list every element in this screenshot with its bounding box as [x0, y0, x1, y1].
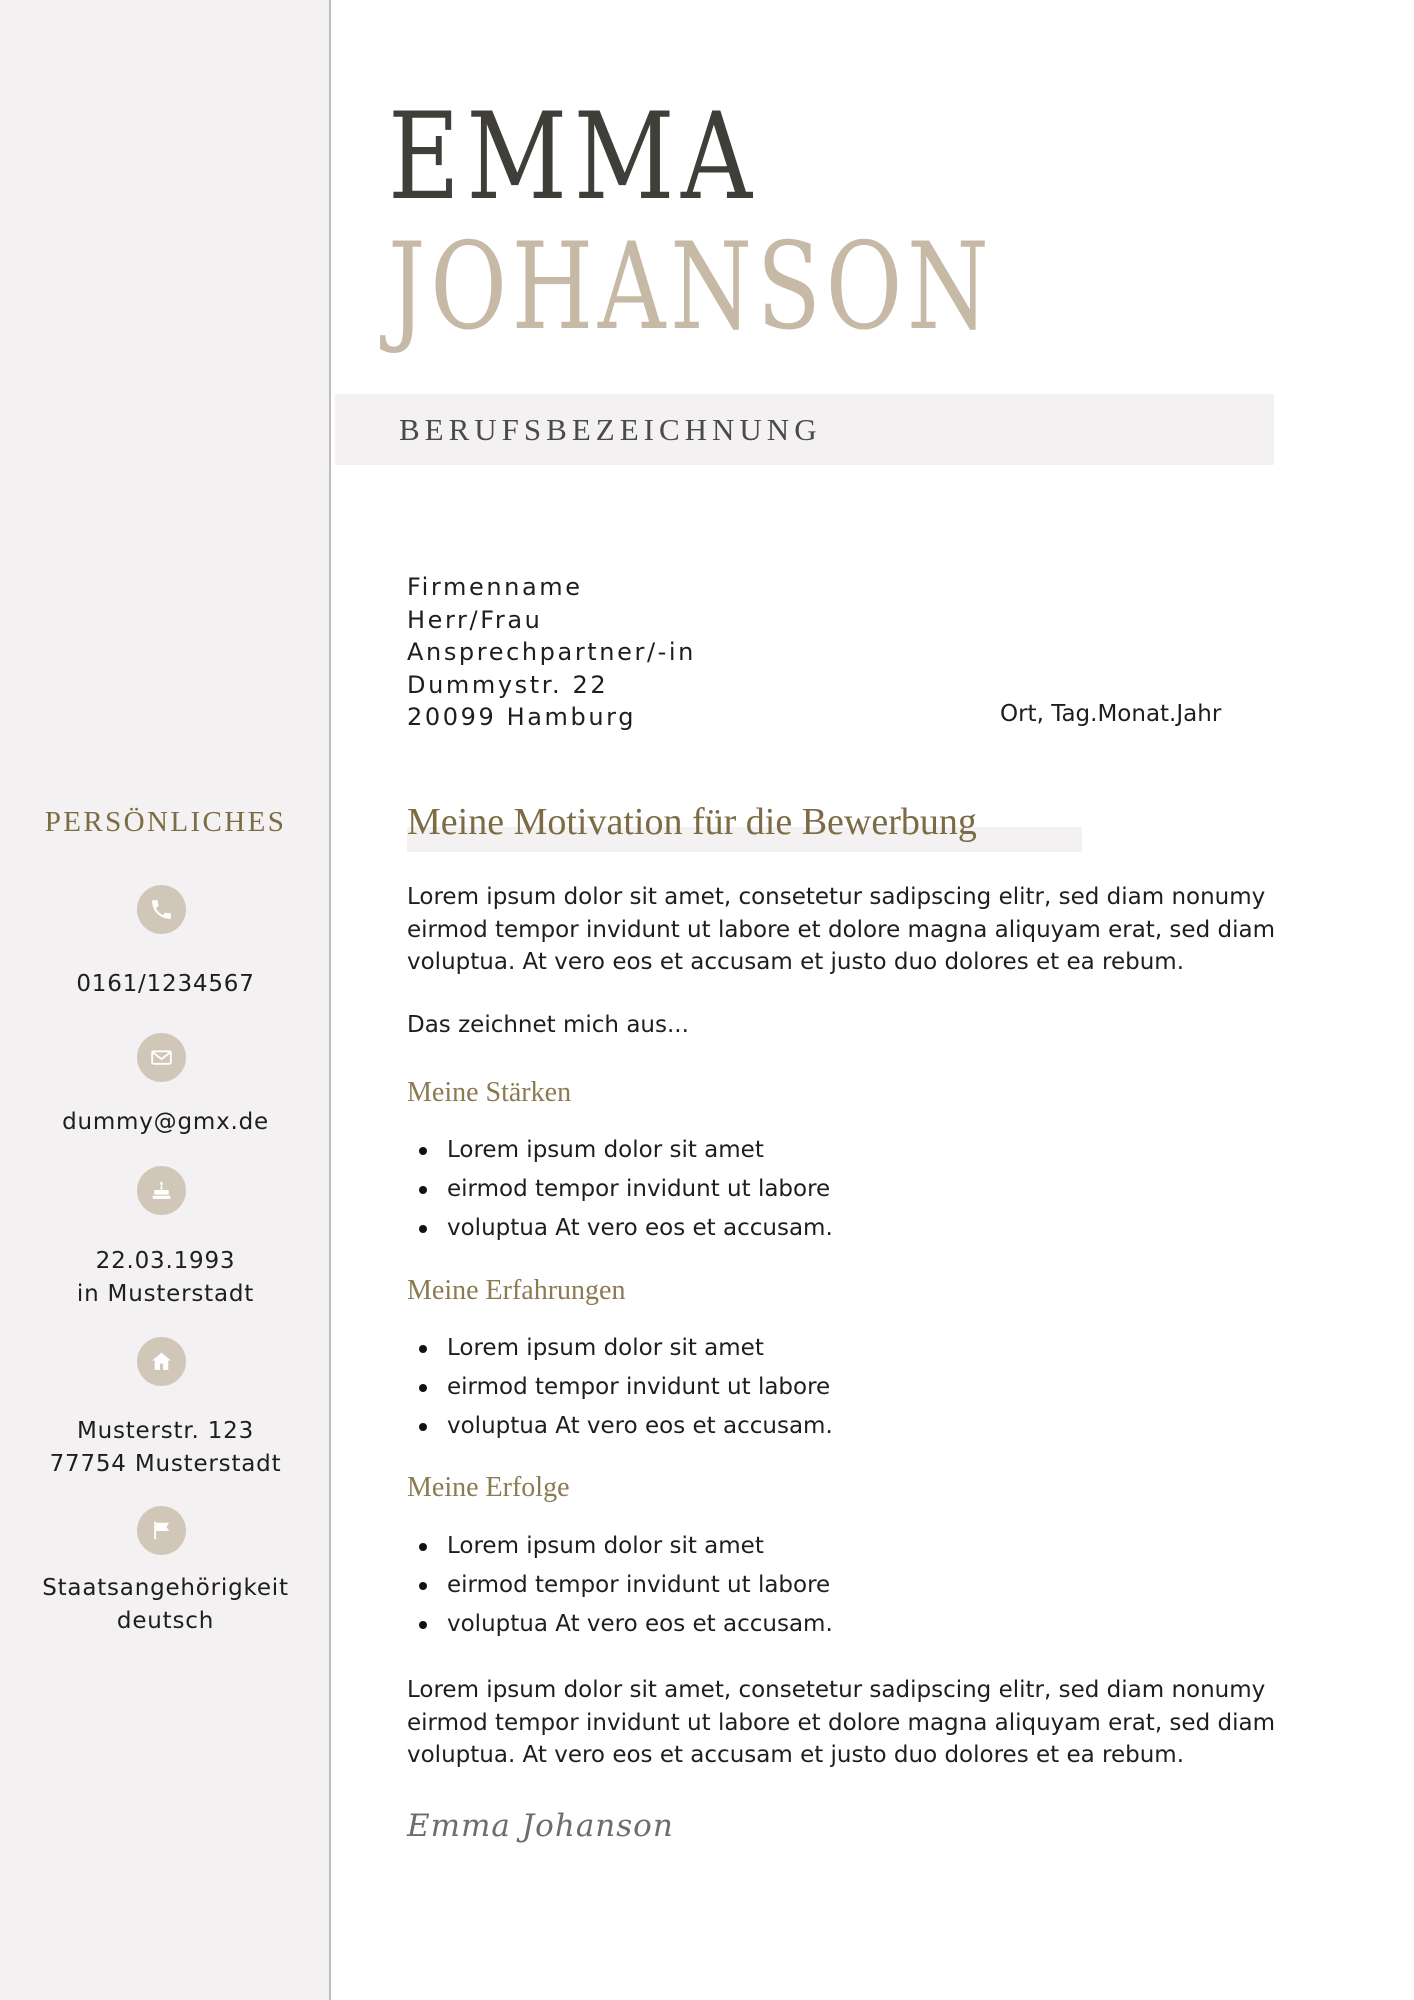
address-street: Musterstr. 123 [76, 1418, 255, 1444]
home-address [0, 1415, 331, 1481]
recipient-address [407, 571, 696, 734]
personal-heading: PERSÖNLICHES [44, 806, 287, 838]
list-item: Lorem ipsum dolor sit amet [419, 1527, 833, 1566]
motivation-heading: Meine Motivation für die Bewerbung [407, 801, 977, 843]
flag-icon [137, 1506, 186, 1555]
nationality-value: deutsch [116, 1608, 215, 1634]
section-heading-achievements: Meine Erfolge [407, 1472, 570, 1503]
last-name: JOHANSON [388, 218, 994, 357]
first-name: EMMA [388, 88, 759, 227]
list-item: voluptua At vero eos et accusam. [419, 1605, 833, 1644]
birth-place: in Musterstadt [76, 1281, 255, 1307]
section-heading-strengths: Meine Stärken [407, 1077, 572, 1108]
address-city: 77754 Musterstadt [49, 1451, 282, 1477]
signature: Emma Johanson [407, 1808, 674, 1844]
email-address: dummy@gmx.de [62, 1109, 269, 1135]
list-item: eirmod tempor invidunt ut labore [419, 1170, 833, 1209]
birthday-cake-icon [137, 1166, 186, 1215]
nationality [0, 1572, 331, 1638]
place-date-line: Ort, Tag.Monat.Jahr [1000, 701, 1222, 727]
section-heading-experience: Meine Erfahrungen [407, 1275, 626, 1306]
list-item: eirmod tempor invidunt ut labore [419, 1368, 833, 1407]
list-item: Lorem ipsum dolor sit amet [419, 1329, 833, 1368]
phone-number: 0161/1234567 [76, 971, 255, 997]
strengths-list [419, 1131, 833, 1248]
birth-info [0, 1245, 331, 1311]
sidebar [0, 0, 331, 2000]
closing-paragraph: Lorem ipsum dolor sit amet, consetetur sadipscing elitr, sed diam nonumy eirmod tempor invidunt ut labore et dolore magna aliquyam erat, sed diam voluptua. At vero eos et accusam et justo duo dolores et ea rebum. [407, 1677, 1275, 1768]
recipient-street: Dummystr. 22 [407, 670, 609, 699]
lead-in-text: Das zeichnet mich aus... [407, 1012, 689, 1038]
recipient-city: 20099 Hamburg [407, 703, 637, 731]
list-item: eirmod tempor invidunt ut labore [419, 1566, 833, 1605]
phone-icon [137, 885, 186, 934]
recipient-contact: Ansprechpartner/-in [407, 638, 696, 666]
job-title: BERUFSBEZEICHNUNG [399, 412, 822, 447]
envelope-icon [137, 1033, 186, 1082]
house-icon [137, 1337, 186, 1386]
list-item: voluptua At vero eos et accusam. [419, 1407, 833, 1446]
experience-list [419, 1329, 833, 1446]
nationality-label: Staatsangehörigkeit [42, 1575, 289, 1601]
intro-paragraph: Lorem ipsum dolor sit amet, consetetur sadipscing elitr, sed diam nonumy eirmod tempor invidunt ut labore et dolore magna aliquyam erat, sed diam voluptua. At vero eos et accusam et justo duo dolores et ea rebum. [407, 884, 1275, 975]
list-item: Lorem ipsum dolor sit amet [419, 1131, 833, 1170]
list-item: voluptua At vero eos et accusam. [419, 1209, 833, 1248]
recipient-company: Firmenname [407, 573, 583, 601]
achievements-list [419, 1527, 833, 1644]
birth-date: 22.03.1993 [95, 1248, 236, 1274]
recipient-salutation: Herr/Frau [407, 605, 543, 634]
